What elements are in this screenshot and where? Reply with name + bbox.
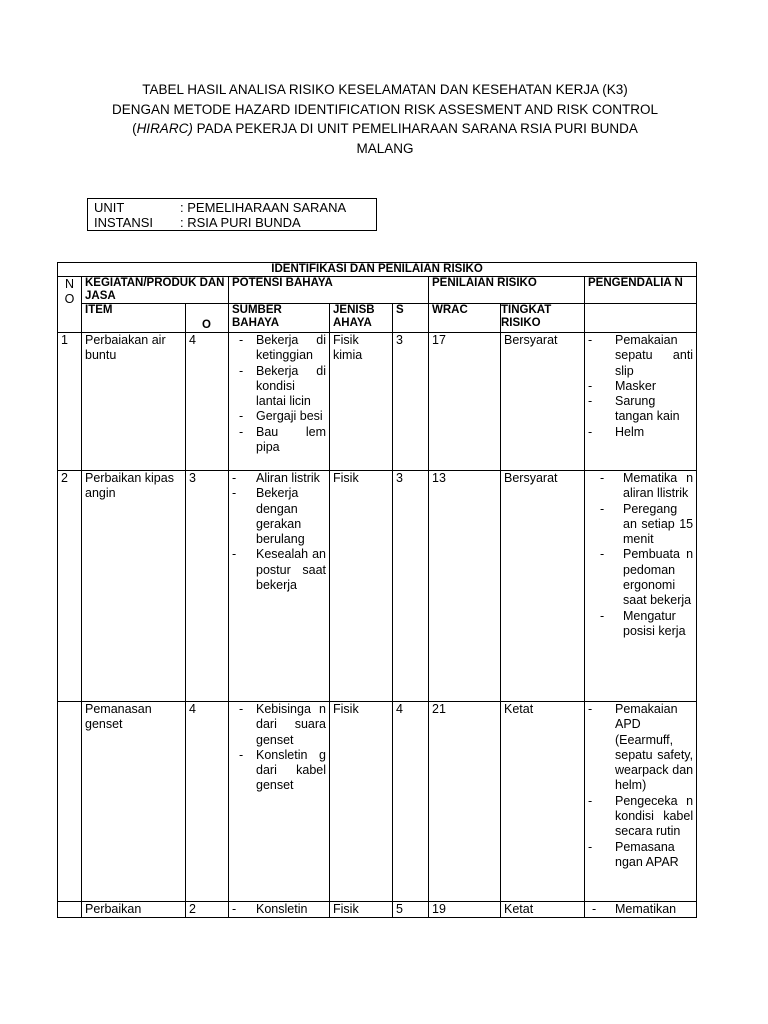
cell-item: Perbaikan kipas angin: [82, 471, 186, 702]
list-item: - Konsletin g dari kabel genset: [232, 747, 326, 793]
cell-pengendalian: [585, 702, 697, 902]
unit-value: : PEMELIHARAAN SARANA: [180, 200, 347, 215]
list-item: - Bekerja dengan gerakan berulang: [232, 486, 305, 547]
cell-jenis: Fisik: [330, 902, 393, 918]
cell-jenis: Fisik: [330, 702, 393, 902]
unit-row: [94, 200, 376, 215]
cell-no: [58, 702, 82, 902]
header-potensi: POTENSI BAHAYA: [229, 277, 429, 304]
cell-s: 3: [393, 471, 429, 702]
cell-sumber: [229, 333, 330, 471]
subheader-o: O: [186, 304, 229, 333]
document-title: [90, 80, 680, 158]
cell-jenis: Fisik: [330, 471, 393, 702]
list-item: - Kebisinga n dari suara genset: [232, 702, 326, 747]
header-no: N O: [58, 277, 82, 333]
list-item: - Mengatur posisi kerja: [600, 608, 686, 638]
table-row: [58, 702, 697, 902]
instansi-label: INSTANSI: [94, 215, 153, 230]
subheader-item: ITEM: [82, 304, 186, 333]
cell-no: 1: [58, 333, 82, 471]
table-row: [58, 902, 697, 918]
cell-item: Pemanasan genset: [82, 702, 186, 902]
instansi-value: : RSIA PURI BUNDA: [180, 215, 301, 230]
unit-label: UNIT: [94, 200, 125, 215]
list-item: - Bau lem pipa: [232, 424, 326, 455]
cell-pengendalian: [585, 902, 697, 918]
cell-tingkat: Bersyarat: [501, 333, 585, 471]
cell-o: 4: [186, 333, 229, 471]
title-line-3: (HIRARC) PADA PEKERJA DI UNIT PEMELIHARAAN SARANA RSIA PURI BUNDA: [132, 121, 638, 136]
title-italic-hirarc: HIRARC): [136, 121, 193, 136]
cell-no: 2: [58, 471, 82, 702]
instansi-row: [94, 215, 376, 230]
list-item: - Mematika n aliran llistrik: [600, 471, 694, 501]
cell-o: 3: [186, 471, 229, 702]
header-pengendalian: PENGENDALIA N: [585, 277, 697, 304]
cell-tingkat: Ketat: [501, 702, 585, 902]
table-row: [58, 471, 697, 702]
list-item: - Helm: [588, 424, 645, 439]
cell-pengendalian: [585, 333, 697, 471]
cell-wrac: 17: [429, 333, 501, 471]
cell-sumber: [229, 471, 330, 702]
cell-item: Perbaikan: [82, 902, 186, 918]
cell-item: Perbaiakan air buntu: [82, 333, 186, 471]
list-item: - Gergaji besi: [232, 409, 323, 424]
list-item: - Pembuata n pedoman ergonomi saat bekerja: [600, 547, 694, 608]
cell-sumber: [229, 702, 330, 902]
cell-jenis: Fisik kimia: [330, 333, 393, 471]
table-row: [58, 333, 697, 471]
list-item: - Konsletin: [232, 902, 308, 916]
list-item: - Aliran listrik: [232, 471, 320, 485]
cell-pengendalian: [585, 471, 697, 702]
header-kegiatan: KEGIATAN/PRODUK DAN JASA: [82, 277, 229, 304]
cell-s: 4: [393, 702, 429, 902]
list-item: - Peregang an setiap 15 menit: [600, 501, 694, 547]
subheader-jenis: JENISB AHAYA: [330, 304, 393, 333]
subheader-tingkat: TINGKAT RISIKO: [501, 304, 585, 333]
subheader-wrac: WRAC: [429, 304, 501, 333]
subheader-s: S: [393, 304, 429, 333]
header-main: IDENTIFIKASI DAN PENILAIAN RISIKO: [58, 263, 697, 277]
cell-tingkat: Ketat: [501, 902, 585, 918]
list-item: - Bekerja di kondisi lantai licin: [232, 363, 326, 409]
list-item: - Pengeceka n kondisi kabel secara rutin: [588, 793, 694, 839]
header-penilaian: PENILAIAN RISIKO: [429, 277, 585, 304]
title-line-1: TABEL HASIL ANALISA RISIKO KESELAMATAN DAN KESEHATAN KERJA (K3): [142, 82, 628, 97]
cell-wrac: 19: [429, 902, 501, 918]
cell-s: 5: [393, 902, 429, 918]
cell-o: 2: [186, 902, 229, 918]
list-item: - Sarung tangan kain: [588, 394, 680, 424]
cell-tingkat: Bersyarat: [501, 471, 585, 702]
title-line-2: DENGAN METODE HAZARD IDENTIFICATION RISK ASSESMENT AND RISK CONTROL: [111, 101, 659, 117]
list-item: - Masker: [588, 378, 656, 393]
subheader-sumber: SUMBER BAHAYA: [229, 304, 330, 333]
cell-s: 3: [393, 333, 429, 471]
list-item: - Kesealah an postur saat bekerja: [232, 547, 326, 593]
unit-info-box: [87, 198, 377, 231]
list-item: - Mematikan: [592, 902, 677, 916]
subheader-empty: [585, 304, 697, 333]
cell-wrac: 13: [429, 471, 501, 702]
cell-sumber: [229, 902, 330, 918]
cell-wrac: 21: [429, 702, 501, 902]
hirarc-table: [57, 262, 697, 918]
list-item: - Pemakaian APD (Eearmuff, sepatu safety, wearpack dan helm): [588, 702, 694, 793]
list-item: - Pemakaian sepatu anti slip: [588, 333, 694, 378]
list-item: - Pemasana ngan APAR: [588, 839, 679, 869]
cell-no: [58, 902, 82, 918]
title-line-4: MALANG: [356, 140, 414, 156]
list-item: - Bekerja di ketinggian: [232, 333, 326, 363]
cell-o: 4: [186, 702, 229, 902]
